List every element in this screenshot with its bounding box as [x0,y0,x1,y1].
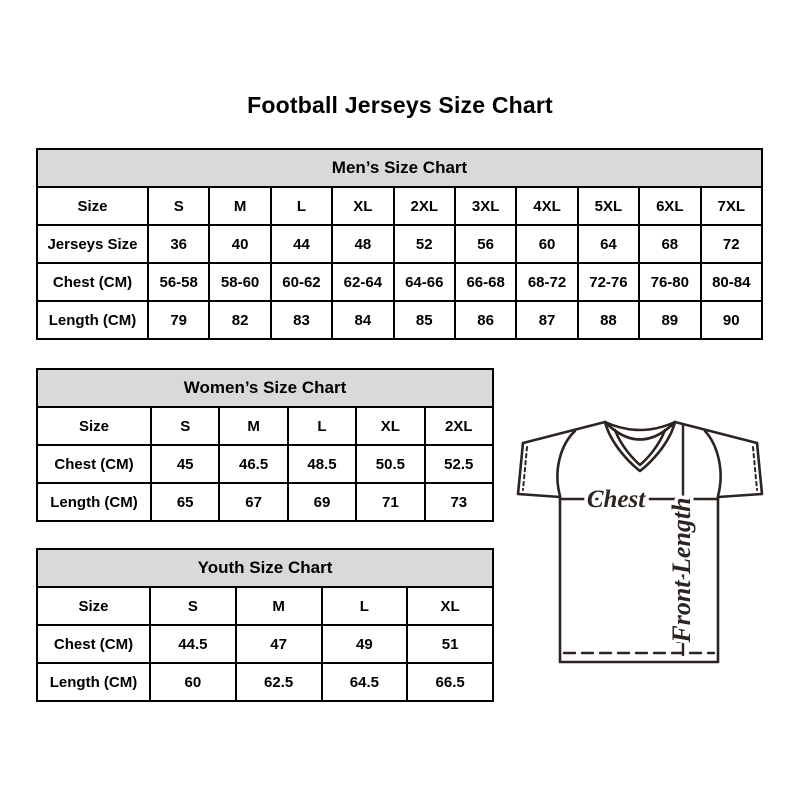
value-cell: 68 [639,225,700,263]
womens-size-table [36,368,494,522]
table-row [37,663,493,701]
value-cell: XL [332,187,393,225]
front-length-label: Front Length [667,497,696,643]
jersey-armhole-right [705,431,721,496]
table-row [37,301,762,339]
value-cell: M [209,187,270,225]
row-label-cell: Jerseys Size [37,225,148,263]
value-cell: 76-80 [639,263,700,301]
value-cell: S [148,187,209,225]
chest-label: Chest [586,486,646,513]
value-cell: 2XL [394,187,455,225]
value-cell: 72-76 [578,263,639,301]
mens-size-table [36,148,763,340]
youth-size-table [36,548,494,702]
value-cell: 66.5 [407,663,493,701]
value-cell: 48.5 [288,445,356,483]
value-cell: 46.5 [219,445,287,483]
value-cell: 72 [701,225,762,263]
table-title: Women’s Size Chart [37,369,493,407]
value-cell: 58-60 [209,263,270,301]
value-cell: 69 [288,483,356,521]
value-cell: 36 [148,225,209,263]
value-cell: L [271,187,332,225]
page-title: Football Jerseys Size Chart [247,92,553,118]
value-cell: 56 [455,225,516,263]
value-cell: 3XL [455,187,516,225]
value-cell: 2XL [425,407,493,445]
table-row [37,263,762,301]
value-cell: 66-68 [455,263,516,301]
value-cell: 83 [271,301,332,339]
table-row [37,587,493,625]
value-cell: 49 [322,625,408,663]
value-cell: 5XL [578,187,639,225]
value-cell: 60 [516,225,577,263]
value-cell: 73 [425,483,493,521]
value-cell: 4XL [516,187,577,225]
jersey-measurement-diagram [495,398,785,670]
value-cell: 51 [407,625,493,663]
value-cell: 44 [271,225,332,263]
value-cell: 87 [516,301,577,339]
value-cell: 68-72 [516,263,577,301]
jersey-shoulder-right [675,422,757,443]
value-cell: 52.5 [425,445,493,483]
table-header-row [37,549,493,587]
value-cell: 50.5 [356,445,424,483]
value-cell: L [322,587,408,625]
table-header-row [37,369,493,407]
value-cell: 90 [701,301,762,339]
value-cell: 62.5 [236,663,322,701]
table-row [37,483,493,521]
value-cell: 64.5 [322,663,408,701]
value-cell: 84 [332,301,393,339]
value-cell: 85 [394,301,455,339]
row-label-cell: Size [37,187,148,225]
value-cell: 40 [209,225,270,263]
value-cell: S [150,587,236,625]
value-cell: M [236,587,322,625]
row-label-cell: Length (CM) [37,301,148,339]
value-cell: 71 [356,483,424,521]
table-title: Youth Size Chart [37,549,493,587]
value-cell: 60 [150,663,236,701]
jersey-shoulder-left [523,422,605,443]
row-label-cell: Size [37,587,150,625]
value-cell: 64-66 [394,263,455,301]
value-cell: M [219,407,287,445]
value-cell: 60-62 [271,263,332,301]
row-label-cell: Length (CM) [37,663,150,701]
value-cell: 56-58 [148,263,209,301]
value-cell: 52 [394,225,455,263]
value-cell: XL [356,407,424,445]
value-cell: 65 [151,483,219,521]
row-label-cell: Chest (CM) [37,445,151,483]
value-cell: XL [407,587,493,625]
table-title: Men’s Size Chart [37,149,762,187]
value-cell: 88 [578,301,639,339]
table-row [37,407,493,445]
value-cell: 82 [209,301,270,339]
table-row [37,625,493,663]
value-cell: 6XL [639,187,700,225]
value-cell: 44.5 [150,625,236,663]
row-label-cell: Length (CM) [37,483,151,521]
value-cell: S [151,407,219,445]
row-label-cell: Size [37,407,151,445]
value-cell: 47 [236,625,322,663]
row-label-cell: Chest (CM) [37,625,150,663]
row-label-cell: Chest (CM) [37,263,148,301]
jersey-armhole-left [557,431,575,496]
table-row [37,225,762,263]
table-row [37,445,493,483]
jersey-cuff-seam-left [523,447,527,490]
value-cell: 64 [578,225,639,263]
value-cell: 86 [455,301,516,339]
value-cell: 67 [219,483,287,521]
value-cell: 45 [151,445,219,483]
table-row [37,187,762,225]
value-cell: 48 [332,225,393,263]
value-cell: 62-64 [332,263,393,301]
value-cell: 89 [639,301,700,339]
jersey-cuff-seam-right [753,447,757,490]
value-cell: 7XL [701,187,762,225]
table-header-row [37,149,762,187]
value-cell: L [288,407,356,445]
value-cell: 80-84 [701,263,762,301]
value-cell: 79 [148,301,209,339]
